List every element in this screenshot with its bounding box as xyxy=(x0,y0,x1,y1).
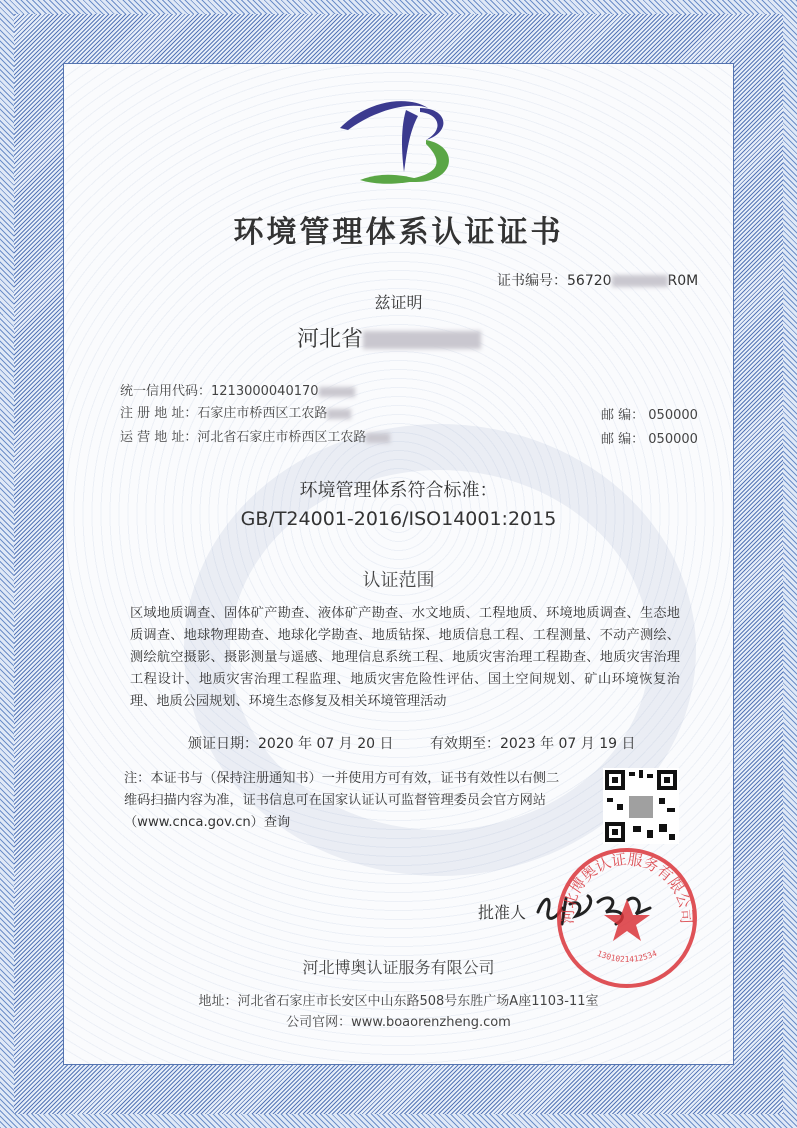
ops-value: 河北省石家庄市桥西区工农路 xyxy=(197,430,367,445)
reg-value: 石家庄市桥西区工农路 xyxy=(197,406,328,421)
redacted-block xyxy=(319,387,355,397)
footer-address: 地址：河北省石家庄市长安区中山东路508号东胜广场A座1103-11室 xyxy=(198,994,599,1009)
footer-company: 河北博奥认证服务有限公司 xyxy=(302,958,495,977)
cert-no-label: 证书编号： xyxy=(497,273,567,289)
issue-date xyxy=(188,733,394,753)
issue-value: 2020 年 07 月 20 日 xyxy=(258,736,394,752)
expiry-value: 2023 年 07 月 19 日 xyxy=(500,736,636,752)
standard-heading: 环境管理体系符合标准： xyxy=(299,480,498,501)
hereby-certify: 兹证明 xyxy=(374,293,423,312)
redacted-block xyxy=(327,409,351,419)
postcode-value: 050000 xyxy=(648,408,698,423)
operating-address-row xyxy=(120,426,390,445)
standard-value: GB/T24001-2016/ISO14001:2015 xyxy=(240,508,557,530)
company-logo-icon xyxy=(330,90,470,190)
redacted-block xyxy=(366,433,390,443)
certificate-number xyxy=(497,270,698,290)
scope-text: 区域地质调查、固体矿产勘查、液体矿产勘查、水文地质、工程地质、环境地质调查、生态地质调查、地球物理勘查、地球化学勘查、地质钻探、地质信息工程、工程测量、不动产测绘、测绘航空摄影、摄影测量与遥感、地理信息系统工程、地质灾害治理工程勘查、地质灾害治理工程设计、地质灾害治理工程监理、地质灾害危险性评估、国土空间规划、矿山环境恢复治理、地质公园规划、环境生态修复及相关环境管理活动 xyxy=(130,606,680,709)
postcode-row-2 xyxy=(601,428,698,447)
ops-label: 运 营 地 址： xyxy=(120,430,198,445)
org-prefix: 河北省 xyxy=(297,327,364,352)
postcode-value: 050000 xyxy=(648,432,698,447)
validity-note: 注：本证书与（保持注册通知书）一并使用方可有效，证书有效性以右侧二维码扫描内容为准，证书信息可在国家认证认可监督管理委员会官方网站（www.cnca.gov.cn）查询 xyxy=(124,771,560,830)
seal-number: 1301021412534 xyxy=(595,948,659,964)
credit-label: 统一信用代码： xyxy=(120,384,212,399)
approver-label: 批准人 xyxy=(478,903,527,922)
credit-value: 1213000040170 xyxy=(211,384,319,399)
redacted-block xyxy=(612,275,668,287)
credit-code-row xyxy=(120,380,355,399)
seal-text: 河北博奥认证服务有限公司 xyxy=(558,850,696,925)
postcode-row-1 xyxy=(601,404,698,423)
cert-no-prefix: 56720 xyxy=(567,273,612,289)
registered-address-row xyxy=(120,402,351,421)
certificate-title: 环境管理体系认证证书 xyxy=(233,215,564,250)
qr-code-icon xyxy=(603,768,679,844)
cert-no-suffix: R0M xyxy=(667,273,699,289)
redacted-block xyxy=(363,331,481,349)
issue-label: 颁证日期： xyxy=(188,736,258,752)
organization-name xyxy=(297,322,481,353)
postcode-label: 邮 编： xyxy=(601,408,645,423)
expiry-label: 有效期至： xyxy=(430,736,500,752)
footer-website: 公司官网：www.boaorenzheng.com xyxy=(286,1015,511,1030)
postcode-label: 邮 编： xyxy=(601,432,645,447)
scope-heading: 认证范围 xyxy=(362,570,435,591)
expiry-date xyxy=(430,733,636,753)
reg-label: 注 册 地 址： xyxy=(120,406,198,421)
